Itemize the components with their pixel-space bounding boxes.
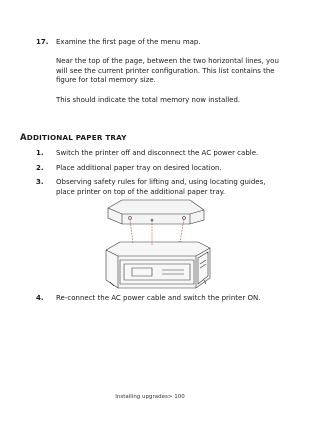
step-text: Examine the first page of the menu map. <box>56 38 201 46</box>
step-number: 2. <box>36 164 44 172</box>
step-text: Re-connect the AC power cable and switch the printer ON. <box>56 294 261 302</box>
page-footer: Installing upgrades> 100 <box>115 394 185 400</box>
step-text: Switch the printer off and disconnect the AC power cable. <box>56 149 259 157</box>
step-17-paragraph-2: This should indicate the total memory now installed. <box>56 96 241 104</box>
section-heading <box>20 133 127 143</box>
step-number: 3. <box>36 178 44 186</box>
step-17-paragraph-1: Near the top of the page, between the two horizontal lines, you will see the current printer configuration. This list contains the figure for total memory size. <box>56 57 279 84</box>
step-text: Place additional paper tray on desired location. <box>56 164 222 172</box>
step-text: Observing safety rules for lifting and, using locating guides, place printer on top of the additional paper tray. <box>56 178 266 196</box>
section-heading-rest: DDITIONAL PAPER TRAY <box>26 133 127 142</box>
step-number: 1. <box>36 149 44 157</box>
paper-tray-illustration <box>92 198 220 292</box>
section-heading-initial: A <box>20 133 27 143</box>
step-number: 4. <box>36 294 44 302</box>
step-number: 17. <box>36 38 49 46</box>
